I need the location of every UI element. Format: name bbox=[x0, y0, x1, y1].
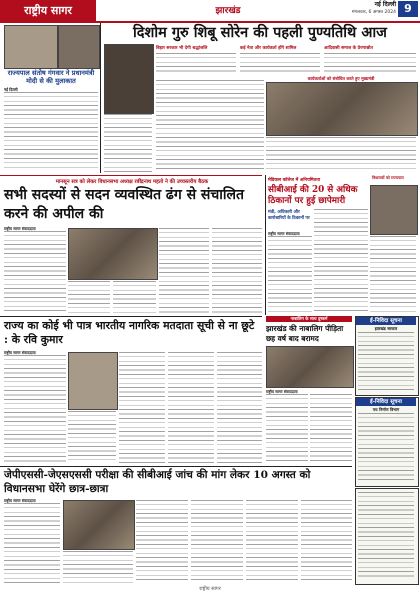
cbi-note: मंत्री, अधिकारी और कारोबारियों के ठिकानों पर bbox=[268, 210, 310, 221]
student-protest-photo bbox=[63, 500, 135, 550]
edition-city: नई दिल्ली bbox=[374, 1, 396, 8]
governor-photo bbox=[58, 25, 100, 69]
tribute-gathering-photo bbox=[266, 82, 418, 136]
cbi-body-2 bbox=[268, 236, 312, 313]
column-divider-2 bbox=[265, 175, 266, 315]
tender-notice-1-title: ई-निविदा सूचना bbox=[356, 317, 416, 325]
student-body-5 bbox=[246, 500, 298, 583]
cbi-dateline: राष्ट्रीय सागर संवाददाता bbox=[268, 231, 300, 236]
right-bottom-ad-body bbox=[358, 492, 414, 580]
voter-body-2 bbox=[68, 411, 116, 463]
ravi-kumar-photo bbox=[68, 352, 118, 410]
monsoon-kicker: मानसून सत्र को लेकर विधानसभा अध्यक्ष रबींद्रनाथ महतो ने की उच्चस्तरीय बैठक bbox=[55, 179, 209, 185]
monsoon-body-2 bbox=[68, 281, 110, 313]
crime-body-1 bbox=[266, 394, 308, 464]
tender-notice-2-body bbox=[358, 413, 414, 481]
voter-body-3 bbox=[119, 352, 165, 463]
student-body-3 bbox=[136, 500, 188, 583]
banner-headline: दिशोम गुरु शिबू सोरेन की पहली पुण्यतिथि आज bbox=[133, 24, 387, 41]
monsoon-body-5 bbox=[212, 228, 262, 313]
banner-right-body bbox=[266, 137, 416, 172]
governor-pm-photo bbox=[4, 25, 58, 69]
voter-headline: राज्य का कोई भी पात्र भारतीय नागरिक मतदाता सूची से ना छूटे : के रवि कुमार bbox=[4, 319, 255, 346]
issue-date: मंगलवार, 6 अगस्त 2024 bbox=[351, 10, 396, 15]
kicker-rule bbox=[0, 175, 262, 176]
cbi-body-3 bbox=[370, 236, 416, 313]
crime-body-2 bbox=[310, 394, 352, 464]
banner-body-3 bbox=[324, 53, 416, 75]
cbi-body-1 bbox=[314, 209, 368, 313]
monsoon-body-3 bbox=[113, 281, 156, 313]
crime-dateline: राष्ट्रीय सागर संवाददाता bbox=[266, 389, 298, 394]
crime-kicker: नाबालिग के साथ दुष्कर्म bbox=[290, 316, 328, 321]
voter-dateline: राष्ट्रीय सागर संवाददाता bbox=[4, 350, 36, 355]
monsoon-headline: सभी सदस्यों से सदन व्यवस्थित ढंग से संचालित करने की अपील की bbox=[4, 187, 244, 222]
left-story-body bbox=[4, 92, 98, 170]
page-footer: राष्ट्रीय सागर bbox=[199, 586, 221, 592]
banner-sub-2: कई नेता और कार्यकर्ता होंगे शामिल bbox=[240, 46, 297, 51]
tender-notice-2-org: पथ निर्माण विभाग bbox=[372, 407, 400, 412]
voter-body-1 bbox=[4, 355, 66, 463]
student-body-4 bbox=[191, 500, 243, 583]
left-story-dateline: नई दिल्ली bbox=[4, 87, 18, 92]
banner-body-1 bbox=[156, 53, 236, 75]
tender-notice-2-title: ई-निविदा सूचना bbox=[356, 398, 416, 406]
page-number: 9 bbox=[398, 1, 418, 17]
brand-logo: राष्ट्रीय सागर bbox=[0, 0, 96, 21]
student-body-1 bbox=[4, 503, 60, 583]
right-top-kicker: विधायकों को राज्यपाल bbox=[372, 175, 404, 180]
monsoon-dateline: राष्ट्रीय सागर संवाददाता bbox=[4, 226, 36, 231]
cbi-kicker: मेडिकल कॉलेज में अनियमितता bbox=[268, 178, 321, 183]
cbi-photo bbox=[370, 185, 418, 235]
tender-notice-1-body bbox=[358, 332, 414, 390]
banner-sub-3: आदिवासी समाज के प्रेरणास्रोत bbox=[324, 46, 373, 51]
monsoon-body-4 bbox=[159, 228, 209, 313]
portrait-body bbox=[104, 114, 152, 172]
student-headline: जेपीएससी-जेएसएससी परीक्षा की सीबीआई जांच की मांग लेकर 10 अगस्त को विधानसभा घेरेंगे छात्र-छात्रा bbox=[4, 469, 311, 495]
section-label: झारखंड bbox=[215, 6, 241, 16]
student-body-6 bbox=[301, 500, 352, 583]
banner-sub-1: बिहार सरकार भी देगी श्रद्धांजलि bbox=[156, 46, 208, 51]
section-rule-2 bbox=[0, 466, 352, 467]
column-divider bbox=[100, 23, 101, 173]
shibu-soren-portrait bbox=[104, 44, 154, 114]
section-rule bbox=[0, 316, 262, 317]
banner-main-body bbox=[156, 80, 264, 172]
monsoon-body-1 bbox=[4, 231, 66, 313]
assembly-meeting-photo bbox=[68, 228, 158, 280]
crime-story-photo bbox=[266, 346, 354, 388]
banner-body-2 bbox=[240, 53, 320, 75]
voter-body-5 bbox=[217, 352, 262, 463]
student-body-2 bbox=[63, 551, 133, 583]
banner-caption: कार्यकर्ताओं को संबोधित करते हुए मुख्यमंत्री bbox=[307, 76, 375, 81]
cbi-headline: सीबीआई की 20 से अधिक ठिकानों पर हुई छापेमारी bbox=[268, 185, 358, 206]
student-dateline: राष्ट्रीय सागर संवाददाता bbox=[4, 498, 36, 503]
left-story-headline: राज्यपाल संतोष गंगवार ने प्रधानमंत्री मोदी से की मुलाकात bbox=[7, 69, 95, 85]
voter-body-4 bbox=[168, 352, 214, 463]
tender-notice-1-org: झारखंड सरकार bbox=[374, 326, 398, 331]
crime-headline: झारखंड की नाबालिग पीड़िता छह वर्ष बाद बरामद bbox=[266, 324, 344, 343]
